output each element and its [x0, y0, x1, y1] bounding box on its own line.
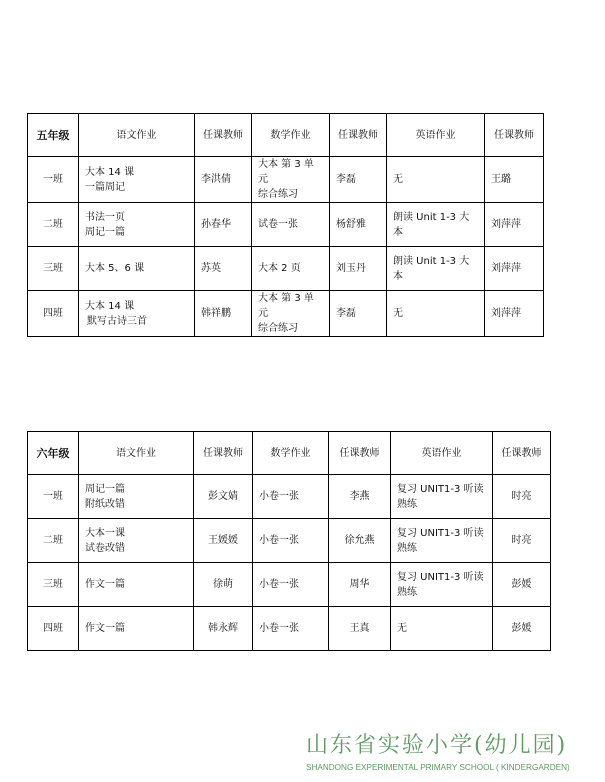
math-homework: 小卷一张 — [253, 563, 329, 607]
english-teacher: 王璐 — [485, 157, 544, 203]
header-teacher: 任课教师 — [493, 432, 551, 475]
math-teacher: 周华 — [329, 563, 391, 607]
math-teacher: 王真 — [329, 607, 391, 651]
school-logo — [306, 732, 596, 776]
grade-label: 五年级 — [28, 114, 79, 157]
math-teacher: 李磊 — [330, 291, 387, 337]
math-teacher: 李磊 — [330, 157, 387, 203]
english-teacher: 刘萍萍 — [485, 247, 544, 291]
table-row — [28, 563, 551, 607]
chinese-teacher: 韩祥鹏 — [195, 291, 252, 337]
class-name: 三班 — [28, 563, 79, 607]
english-homework: 无 — [387, 157, 485, 203]
english-homework: 朗读 Unit 1-3 大 本 — [387, 203, 485, 247]
grade5-homework-table — [27, 113, 544, 337]
english-teacher: 时亮 — [493, 519, 551, 563]
table-header-row — [28, 114, 544, 157]
school-name-chinese: 山东省实验小学(幼儿园) — [306, 733, 568, 758]
english-homework: 复习 UNIT1-3 听读 熟练 — [391, 519, 493, 563]
header-math: 数学作业 — [253, 432, 329, 475]
chinese-teacher: 孙春华 — [195, 203, 252, 247]
header-chinese: 语文作业 — [79, 432, 194, 475]
header-chinese: 语文作业 — [79, 114, 195, 157]
header-teacher: 任课教师 — [194, 432, 253, 475]
class-name: 二班 — [28, 203, 79, 247]
table-row — [28, 157, 544, 203]
chinese-homework: 书法一页 周记一篇 — [79, 203, 195, 247]
math-homework: 试卷一张 — [252, 203, 330, 247]
school-name-english: SHANDONG EXPERIMENTAL PRIMARY SCHOOL ( KINDERGARDEN) — [306, 763, 570, 772]
english-homework: 朗读 Unit 1-3 大 本 — [387, 247, 485, 291]
header-teacher: 任课教师 — [485, 114, 544, 157]
math-homework: 大本 第 3 单元 综合练习 — [252, 157, 330, 203]
chinese-teacher: 彭文婧 — [194, 475, 253, 519]
math-teacher: 徐允燕 — [329, 519, 391, 563]
chinese-teacher: 韩永辉 — [194, 607, 253, 651]
class-name: 一班 — [28, 475, 79, 519]
grade6-homework-table — [27, 431, 551, 651]
chinese-teacher: 苏英 — [195, 247, 252, 291]
english-teacher: 彭媛 — [493, 563, 551, 607]
class-name: 四班 — [28, 291, 79, 337]
chinese-homework: 作文一篇 — [79, 563, 194, 607]
header-teacher: 任课教师 — [330, 114, 387, 157]
header-teacher: 任课教师 — [329, 432, 391, 475]
chinese-teacher: 李洪倩 — [195, 157, 252, 203]
english-homework: 复习 UNIT1-3 听读 熟练 — [391, 475, 493, 519]
chinese-homework: 作文一篇 — [79, 607, 194, 651]
chinese-homework: 周记一篇 附纸改错 — [79, 475, 194, 519]
grade-label: 六年级 — [28, 432, 79, 475]
math-homework: 大本 第 3 单元 综合练习 — [252, 291, 330, 337]
header-math: 数学作业 — [252, 114, 330, 157]
class-name: 四班 — [28, 607, 79, 651]
math-teacher: 李燕 — [329, 475, 391, 519]
english-teacher: 刘萍萍 — [485, 203, 544, 247]
math-homework: 大本 2 页 — [252, 247, 330, 291]
math-homework: 小卷一张 — [253, 519, 329, 563]
table-row — [28, 475, 551, 519]
english-homework: 复习 UNIT1-3 听读 熟练 — [391, 563, 493, 607]
english-teacher: 时亮 — [493, 475, 551, 519]
header-english: 英语作业 — [391, 432, 493, 475]
chinese-homework: 大本 5、6 课 — [79, 247, 195, 291]
header-english: 英语作业 — [387, 114, 485, 157]
english-teacher: 刘萍萍 — [485, 291, 544, 337]
chinese-homework: 大本 14 课 一篇周记 — [79, 157, 195, 203]
class-name: 三班 — [28, 247, 79, 291]
header-teacher: 任课教师 — [195, 114, 252, 157]
math-teacher: 刘玉丹 — [330, 247, 387, 291]
chinese-teacher: 徐萌 — [194, 563, 253, 607]
table-row — [28, 203, 544, 247]
chinese-homework: 大本一课 试卷改错 — [79, 519, 194, 563]
class-name: 二班 — [28, 519, 79, 563]
math-homework: 小卷一张 — [253, 475, 329, 519]
english-teacher: 彭媛 — [493, 607, 551, 651]
english-homework: 无 — [387, 291, 485, 337]
chinese-homework: 大本 14 课 默写古诗三首 — [79, 291, 195, 337]
table-row — [28, 291, 544, 337]
table-row — [28, 519, 551, 563]
english-homework: 无 — [391, 607, 493, 651]
math-homework: 小卷一张 — [253, 607, 329, 651]
table-row — [28, 607, 551, 651]
class-name: 一班 — [28, 157, 79, 203]
table-header-row — [28, 432, 551, 475]
chinese-teacher: 王媛媛 — [194, 519, 253, 563]
math-teacher: 杨舒雅 — [330, 203, 387, 247]
table-row — [28, 247, 544, 291]
